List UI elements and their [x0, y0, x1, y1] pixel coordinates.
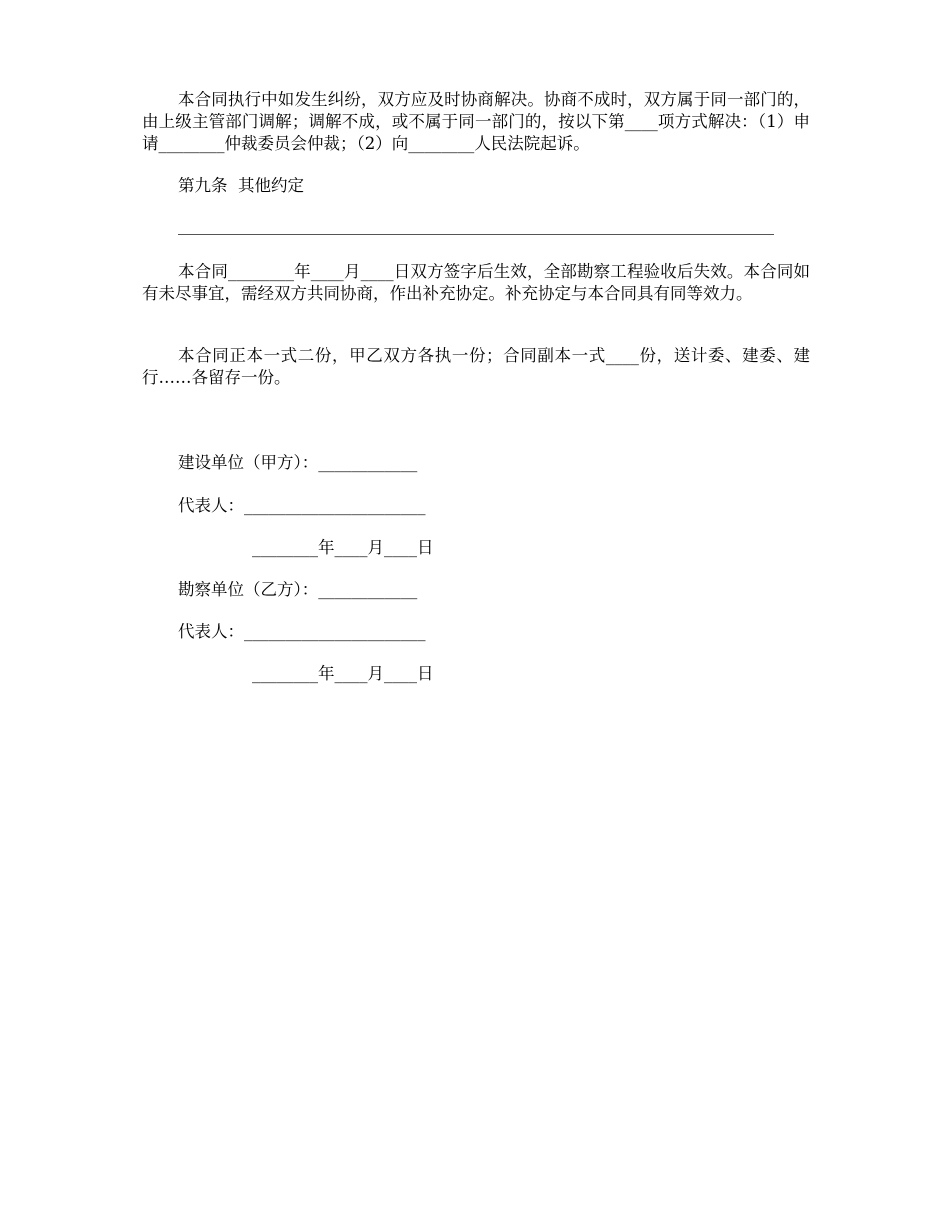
party-b-representative: 代表人：______________________ [178, 622, 426, 641]
effective-date-paragraph: 本合同________年____月____日双方签字后生效，全部勘察工程验收后失效。本合同如有未尽事宜，需经双方共同协商，作出补充协定。补充协定与本合同具有同等效力。 [142, 262, 810, 303]
dispute-resolution-paragraph: 本合同执行中如发生纠纷，双方应及时协商解决。协商不成时，双方属于同一部门的，由上级主管部门调解；调解不成，或不属于同一部门的，按以下第____项方式解决：（1）申请________仲裁委员会仲裁；（2）向________人民法院起诉。 [142, 90, 810, 153]
party-b-label: 勘察单位（乙方）：____________ [178, 580, 418, 599]
other-agreements-blank-line [178, 234, 774, 235]
party-a-representative: 代表人：______________________ [178, 496, 426, 515]
party-b-date: ________年____月____日 [252, 664, 434, 683]
article-9-title: 第九条 其他约定 [178, 176, 304, 195]
contract-copies-paragraph: 本合同正本一式二份，甲乙双方各执一份；合同副本一式____份，送计委、建委、建行……各留存一份。 [142, 346, 810, 387]
party-a-label: 建设单位（甲方）：____________ [178, 453, 418, 472]
party-a-date: ________年____月____日 [252, 538, 434, 557]
